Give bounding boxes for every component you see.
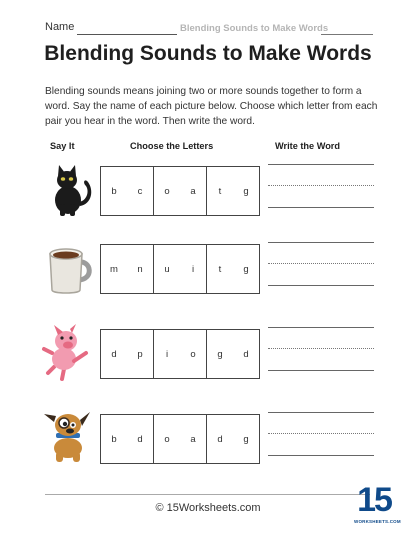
- letter-pair[interactable]: [153, 330, 206, 378]
- letter-option[interactable]: d: [137, 433, 143, 445]
- logo-number: 15: [357, 481, 391, 519]
- letter-pair[interactable]: [101, 415, 153, 463]
- write-line-top: [268, 164, 374, 165]
- write-line-dotted: [268, 348, 374, 349]
- logo-subtext: WORKSHEETS.COM: [354, 519, 401, 524]
- letter-choice-box: [100, 329, 260, 379]
- letter-pair[interactable]: [153, 245, 206, 293]
- worksheet-row: [0, 238, 416, 298]
- letter-option[interactable]: d: [111, 348, 117, 360]
- letter-option[interactable]: i: [191, 263, 195, 275]
- letter-option[interactable]: d: [243, 348, 249, 360]
- letter-pair[interactable]: [206, 415, 259, 463]
- column-header-say: Say It: [50, 141, 75, 151]
- letter-option[interactable]: n: [137, 263, 143, 275]
- letter-pair[interactable]: [101, 167, 153, 215]
- write-line-top: [268, 412, 374, 413]
- letter-choice-box: [100, 414, 260, 464]
- letter-option[interactable]: o: [164, 185, 170, 197]
- letter-pair[interactable]: [101, 245, 153, 293]
- letter-option[interactable]: d: [217, 433, 223, 445]
- write-line-bottom[interactable]: [268, 370, 374, 371]
- column-header-choose: Choose the Letters: [130, 141, 214, 151]
- write-line-bottom[interactable]: [268, 455, 374, 456]
- letter-option[interactable]: o: [164, 433, 170, 445]
- letter-option[interactable]: b: [111, 433, 117, 445]
- cat-icon: [40, 160, 98, 220]
- page-title: Blending Sounds to Make Words: [44, 42, 372, 65]
- worksheet-row: [0, 160, 416, 220]
- mug-icon: [40, 238, 98, 298]
- site-logo[interactable]: [354, 480, 401, 530]
- letter-pair[interactable]: [206, 330, 259, 378]
- write-line-bottom[interactable]: [268, 285, 374, 286]
- write-line-bottom[interactable]: [268, 207, 374, 208]
- letter-pair[interactable]: [206, 245, 259, 293]
- write-line-top: [268, 242, 374, 243]
- letter-option[interactable]: p: [137, 348, 143, 360]
- letter-option[interactable]: t: [218, 263, 222, 275]
- write-line-dotted: [268, 433, 374, 434]
- header-title: Blending Sounds to Make Words: [180, 23, 329, 34]
- write-line-dotted: [268, 263, 374, 264]
- letter-option[interactable]: c: [137, 185, 143, 197]
- write-line-top: [268, 327, 374, 328]
- letter-option[interactable]: t: [218, 185, 222, 197]
- letter-choice-box: [100, 244, 260, 294]
- footer-rule: [45, 494, 370, 495]
- header-rule: [321, 34, 373, 35]
- letter-option[interactable]: m: [110, 263, 118, 275]
- letter-pair[interactable]: [153, 167, 206, 215]
- worksheet-row: [0, 323, 416, 383]
- dog-icon: [40, 408, 98, 468]
- letter-option[interactable]: g: [217, 348, 223, 360]
- letter-option[interactable]: o: [190, 348, 196, 360]
- column-header-write: Write the Word: [275, 141, 340, 151]
- letter-option[interactable]: g: [243, 185, 249, 197]
- letter-option[interactable]: g: [243, 263, 249, 275]
- write-line-dotted: [268, 185, 374, 186]
- letter-option[interactable]: u: [164, 263, 170, 275]
- name-line[interactable]: [77, 34, 177, 35]
- name-label: Name: [45, 21, 75, 33]
- letter-option[interactable]: a: [190, 433, 196, 445]
- letter-option[interactable]: a: [190, 185, 196, 197]
- instructions: Blending sounds means joining two or more sounds together to form a word. Say the name of each picture below. Choose which letter from each pair you hear in the word. Then write the word.: [45, 86, 378, 127]
- letter-pair[interactable]: [101, 330, 153, 378]
- letter-option[interactable]: b: [111, 185, 117, 197]
- letter-option[interactable]: i: [165, 348, 169, 360]
- pig-icon: [40, 323, 98, 383]
- worksheet-row: [0, 408, 416, 468]
- letter-choice-box: [100, 166, 260, 216]
- letter-option[interactable]: g: [243, 433, 249, 445]
- letter-pair[interactable]: [153, 415, 206, 463]
- letter-pair[interactable]: [206, 167, 259, 215]
- footer-copyright[interactable]: © 15Worksheets.com: [155, 502, 261, 514]
